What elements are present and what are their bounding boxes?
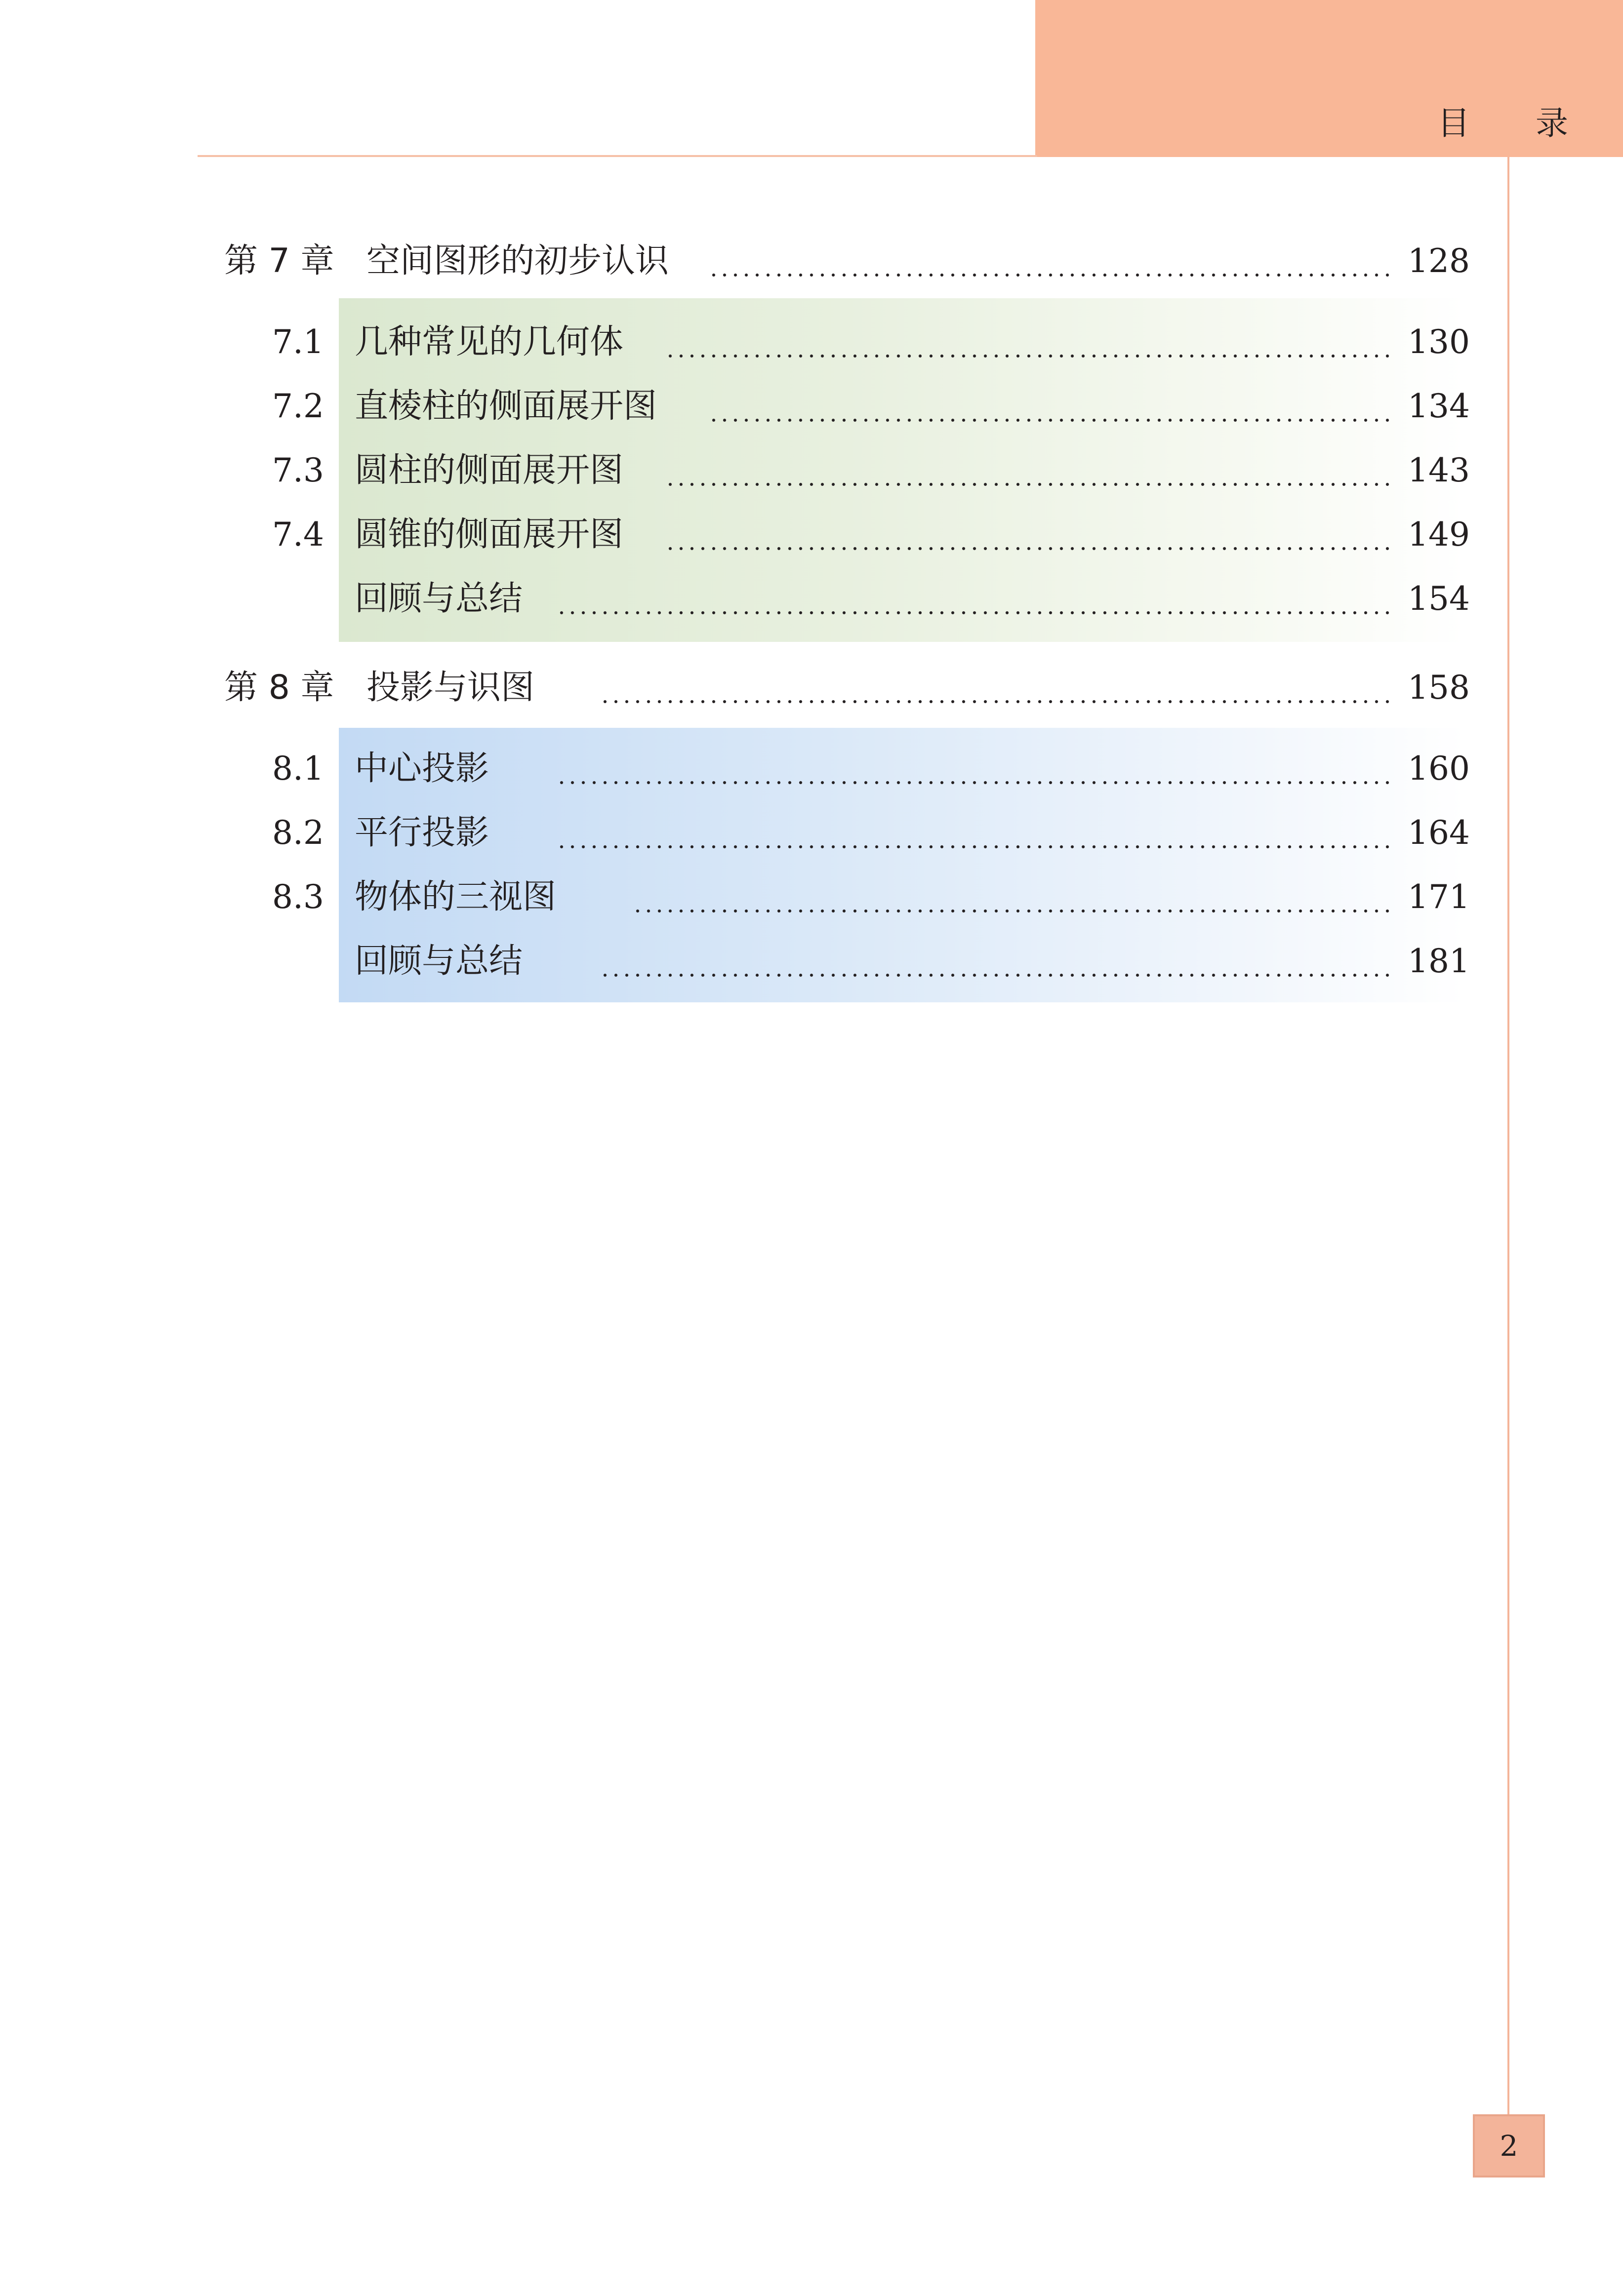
dot-leader <box>598 972 1393 979</box>
section-title: 圆锥的侧面展开图 <box>355 515 624 554</box>
page-number: 164 <box>1408 814 1470 852</box>
dot-leader <box>558 843 1393 850</box>
page-number: 158 <box>1408 669 1470 707</box>
footer-page-number: 2 <box>1500 2129 1518 2163</box>
section-number: 7.2 <box>272 387 324 425</box>
chapter-title: 投影与识图 <box>366 668 535 707</box>
section-title: 中心投影 <box>355 749 489 788</box>
toc-section-entry[interactable] <box>0 572 1470 626</box>
section-number <box>237 572 324 626</box>
page-number: 154 <box>1408 580 1470 618</box>
toc-section-entry[interactable] <box>0 934 1470 989</box>
header-divider <box>198 155 1037 157</box>
toc-section-entry[interactable] <box>0 508 1470 562</box>
toc-section-entry[interactable] <box>0 742 1470 796</box>
dot-leader <box>558 779 1393 786</box>
toc-section-entry[interactable] <box>0 806 1470 860</box>
section-title: 物体的三视图 <box>355 877 557 916</box>
page-number: 160 <box>1408 750 1470 788</box>
page-number: 134 <box>1408 387 1470 425</box>
chapter-label: 第 7 章 <box>224 241 334 280</box>
page-number: 143 <box>1408 451 1470 489</box>
section-number: 8.3 <box>272 878 324 916</box>
dot-leader <box>598 698 1393 705</box>
section-title: 直棱柱的侧面展开图 <box>355 387 657 426</box>
toc-section-entry[interactable] <box>0 379 1470 434</box>
section-number <box>237 934 324 989</box>
toc-section-entry[interactable] <box>0 315 1470 369</box>
margin-rule <box>1507 157 1509 2117</box>
page-number: 128 <box>1408 242 1470 280</box>
section-number: 7.3 <box>272 451 324 489</box>
section-title: 平行投影 <box>355 813 489 852</box>
page-number-badge <box>1473 2114 1545 2177</box>
dot-leader <box>706 417 1393 424</box>
section-number: 8.1 <box>272 750 324 788</box>
page-title: 目 录 <box>1437 104 1596 142</box>
dot-leader <box>667 353 1393 359</box>
toc-chapter-8-entry[interactable] <box>0 661 1470 715</box>
section-number: 7.4 <box>272 515 324 554</box>
dot-leader <box>667 481 1393 488</box>
dot-leader <box>706 272 1393 278</box>
section-title: 回顾与总结 <box>355 942 523 981</box>
section-title: 圆柱的侧面展开图 <box>355 451 624 490</box>
page-number: 171 <box>1408 878 1470 916</box>
dot-leader <box>630 908 1393 914</box>
chapter-title: 空间图形的初步认识 <box>366 241 669 280</box>
section-title: 几种常见的几何体 <box>355 322 624 361</box>
chapter-label: 第 8 章 <box>224 668 334 707</box>
page-number: 149 <box>1408 515 1470 554</box>
dot-leader <box>558 609 1393 616</box>
section-number: 8.2 <box>272 814 324 852</box>
toc-section-entry[interactable] <box>0 443 1470 498</box>
page-number: 130 <box>1408 323 1470 361</box>
section-title: 回顾与总结 <box>355 579 523 618</box>
section-number: 7.1 <box>272 323 324 361</box>
page-number: 181 <box>1408 942 1470 980</box>
dot-leader <box>667 545 1393 552</box>
toc-chapter-7-entry[interactable] <box>0 234 1470 288</box>
toc-section-entry[interactable] <box>0 870 1470 924</box>
